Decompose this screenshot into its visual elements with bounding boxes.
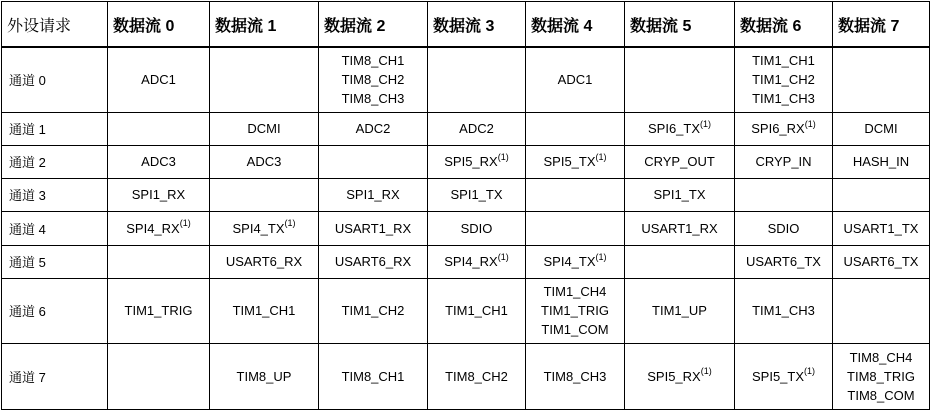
request-entry <box>319 252 427 271</box>
request-name: TIM8_UP <box>236 368 292 384</box>
request-name: TIM8_CH4 <box>849 349 913 365</box>
request-entry <box>319 70 427 89</box>
table-cell-stream-1 <box>210 47 319 112</box>
table-cell-stream-7 <box>833 278 930 343</box>
request-name: SPI5_TX <box>751 368 805 384</box>
request-entry <box>319 185 427 204</box>
request-name: SPI5_RX <box>647 368 701 384</box>
dma-request-mapping-table <box>1 1 930 410</box>
request-name: TIM1_UP <box>652 303 707 318</box>
table-cell-stream-1 <box>210 211 319 245</box>
request-name: TIM1_CH1 <box>752 53 815 69</box>
request-entry <box>319 51 427 70</box>
table-cell-stream-0 <box>108 178 210 211</box>
table-cell-stream-5 <box>625 112 735 145</box>
table-cell-stream-5 <box>625 278 735 343</box>
table-cell-stream-7 <box>833 145 930 178</box>
header-stream-0: 数据流 0 <box>108 2 210 48</box>
request-name: USART6_RX <box>225 254 303 269</box>
request-name: TIM1_CH1 <box>445 303 508 318</box>
footnote-marker: (1) <box>595 151 607 162</box>
table-cell-stream-7 <box>833 211 930 245</box>
header-stream-3: 数据流 3 <box>428 2 526 48</box>
request-name: USART1_RX <box>641 220 718 236</box>
request-entry <box>735 119 832 138</box>
request-name: TIM8_CH3 <box>341 91 405 107</box>
table-cell-stream-2 <box>319 112 428 145</box>
table-cell-stream-5 <box>625 178 735 211</box>
channel-label: 通道 2 <box>2 145 108 178</box>
footnote-marker: (1) <box>804 366 816 377</box>
request-name: SPI4_TX <box>232 220 285 236</box>
table-cell-stream-1 <box>210 245 319 278</box>
table-cell-stream-2 <box>319 278 428 343</box>
request-name: TIM8_TRIG <box>847 368 915 384</box>
request-entry <box>735 301 832 320</box>
request-entry <box>210 219 318 238</box>
request-entry <box>735 219 832 238</box>
table-cell-stream-7 <box>833 112 930 145</box>
request-name: SPI4_TX <box>543 254 596 269</box>
table-cell-stream-1 <box>210 112 319 145</box>
request-name: TIM1_TRIG <box>541 303 609 318</box>
request-name: SPI1_TX <box>653 187 706 202</box>
table-cell-stream-6 <box>735 178 833 211</box>
request-entry <box>108 219 209 238</box>
table-cell-stream-6 <box>735 145 833 178</box>
table-cell-stream-2 <box>319 211 428 245</box>
request-entry <box>735 252 832 271</box>
request-entry <box>319 89 427 108</box>
table-cell-stream-4 <box>526 178 625 211</box>
request-name: TIM1_COM <box>541 322 609 337</box>
request-name: DCMI <box>864 121 898 136</box>
table-cell-stream-0 <box>108 278 210 343</box>
request-entry <box>526 301 624 320</box>
request-name: SPI6_RX <box>751 121 805 136</box>
request-entry <box>210 119 318 138</box>
header-stream-2: 数据流 2 <box>319 2 428 48</box>
request-name: CRYP_IN <box>755 154 812 169</box>
request-entry <box>833 386 929 405</box>
table-cell-stream-6 <box>735 211 833 245</box>
request-entry <box>833 152 929 171</box>
request-name: TIM1_CH2 <box>752 72 815 88</box>
request-entry <box>108 301 209 320</box>
table-cell-stream-3 <box>428 47 526 112</box>
request-name: TIM1_CH2 <box>341 303 405 318</box>
footnote-marker: (1) <box>700 118 712 129</box>
table-cell-stream-0 <box>108 47 210 112</box>
table-cell-stream-5 <box>625 211 735 245</box>
request-name: ADC2 <box>459 121 494 136</box>
table-cell-stream-3 <box>428 343 526 409</box>
request-entry <box>625 119 734 138</box>
table-row <box>2 47 930 112</box>
request-entry <box>625 367 734 386</box>
request-name: ADC1 <box>557 72 593 88</box>
table-cell-stream-4 <box>526 47 625 112</box>
footnote-marker: (1) <box>700 366 712 377</box>
request-entry <box>428 367 525 386</box>
table-cell-stream-2 <box>319 245 428 278</box>
table-cell-stream-2 <box>319 178 428 211</box>
request-name: SPI6_TX <box>647 121 701 136</box>
channel-label: 通道 6 <box>2 278 108 343</box>
request-name: TIM8_CH3 <box>543 368 607 384</box>
request-entry <box>735 152 832 171</box>
request-entry <box>625 219 734 238</box>
table-cell-stream-7 <box>833 245 930 278</box>
request-entry <box>735 367 832 386</box>
table-cell-stream-6 <box>735 47 833 112</box>
request-entry <box>319 219 427 238</box>
table-cell-stream-6 <box>735 112 833 145</box>
request-entry <box>526 152 624 171</box>
request-name: SPI1_TX <box>450 187 503 202</box>
table-cell-stream-5 <box>625 343 735 409</box>
footnote-marker: (1) <box>497 251 509 262</box>
request-name: SPI5_RX <box>444 154 498 169</box>
table-cell-stream-3 <box>428 112 526 145</box>
table-cell-stream-2 <box>319 145 428 178</box>
table-cell-stream-4 <box>526 112 625 145</box>
request-name: DCMI <box>247 121 281 136</box>
table-cell-stream-4 <box>526 278 625 343</box>
table-cell-stream-6 <box>735 278 833 343</box>
request-name: TIM1_CH3 <box>752 91 815 107</box>
request-name: CRYP_OUT <box>644 154 715 169</box>
request-entry <box>833 367 929 386</box>
request-name: USART6_TX <box>843 254 919 269</box>
header-row <box>2 2 930 48</box>
request-entry <box>108 152 209 171</box>
request-entry <box>833 252 929 271</box>
table-cell-stream-6 <box>735 245 833 278</box>
table-cell-stream-0 <box>108 211 210 245</box>
request-entry <box>210 252 318 271</box>
table-cell-stream-7 <box>833 178 930 211</box>
request-name: USART1_TX <box>843 220 919 236</box>
request-name: SPI1_RX <box>346 187 400 202</box>
header-stream-6: 数据流 6 <box>735 2 833 48</box>
request-entry <box>526 70 624 89</box>
table-cell-stream-1 <box>210 178 319 211</box>
header-stream-4: 数据流 4 <box>526 2 625 48</box>
footnote-marker: (1) <box>497 151 509 162</box>
request-entry <box>428 185 525 204</box>
table-body <box>2 47 930 409</box>
request-entry <box>833 119 929 138</box>
request-name: TIM1_CH1 <box>232 303 296 318</box>
request-entry <box>526 252 624 271</box>
request-entry <box>108 185 209 204</box>
request-entry <box>526 320 624 339</box>
request-entry <box>625 185 734 204</box>
request-entry <box>735 89 832 108</box>
footnote-marker: (1) <box>179 218 191 229</box>
request-entry <box>210 152 318 171</box>
table-cell-stream-2 <box>319 47 428 112</box>
header-peripheral-request: 外设请求 <box>2 2 108 48</box>
channel-label: 通道 4 <box>2 211 108 245</box>
table-row <box>2 145 930 178</box>
request-entry <box>625 301 734 320</box>
request-name: SPI4_RX <box>444 254 498 269</box>
request-name: TIM8_COM <box>847 387 915 403</box>
request-entry <box>108 70 209 89</box>
table-row <box>2 211 930 245</box>
request-name: TIM8_CH2 <box>445 368 508 384</box>
request-name: TIM1_TRIG <box>124 303 193 318</box>
request-entry <box>210 367 318 386</box>
footnote-marker: (1) <box>804 118 816 129</box>
request-name: TIM8_CH1 <box>341 368 405 384</box>
request-name: USART6_RX <box>334 254 412 269</box>
request-name: USART1_RX <box>334 220 412 236</box>
channel-label: 通道 5 <box>2 245 108 278</box>
table-cell-stream-4 <box>526 145 625 178</box>
request-name: ADC3 <box>141 154 176 169</box>
footnote-marker: (1) <box>284 218 296 229</box>
footnote-marker: (1) <box>595 251 607 262</box>
table-cell-stream-6 <box>735 343 833 409</box>
request-name: TIM1_CH4 <box>543 284 607 299</box>
header-stream-1: 数据流 1 <box>210 2 319 48</box>
table-cell-stream-4 <box>526 245 625 278</box>
request-entry <box>428 219 525 238</box>
table-cell-stream-3 <box>428 178 526 211</box>
request-entry <box>735 51 832 70</box>
table-cell-stream-1 <box>210 343 319 409</box>
table-cell-stream-3 <box>428 278 526 343</box>
table-cell-stream-0 <box>108 245 210 278</box>
request-entry <box>319 119 427 138</box>
request-name: SDIO <box>460 220 493 236</box>
table-row <box>2 245 930 278</box>
table-cell-stream-3 <box>428 211 526 245</box>
request-name: USART6_TX <box>746 254 821 269</box>
table-cell-stream-5 <box>625 145 735 178</box>
header-stream-7: 数据流 7 <box>833 2 930 48</box>
request-entry <box>735 70 832 89</box>
table-cell-stream-4 <box>526 211 625 245</box>
request-name: TIM8_CH1 <box>341 53 405 69</box>
table-cell-stream-1 <box>210 278 319 343</box>
request-name: ADC2 <box>355 121 391 136</box>
request-name: SPI1_RX <box>131 187 186 202</box>
request-name: ADC3 <box>246 154 282 169</box>
request-entry <box>319 301 427 320</box>
request-name: SPI4_RX <box>126 220 180 236</box>
request-entry <box>428 119 525 138</box>
request-name: SDIO <box>767 220 800 236</box>
table-row <box>2 178 930 211</box>
table-row <box>2 343 930 409</box>
request-entry <box>833 219 929 238</box>
table-cell-stream-5 <box>625 47 735 112</box>
request-entry <box>428 301 525 320</box>
request-entry <box>428 252 525 271</box>
table-cell-stream-3 <box>428 145 526 178</box>
request-name: TIM8_CH2 <box>341 72 405 88</box>
channel-label: 通道 7 <box>2 343 108 409</box>
table-cell-stream-5 <box>625 245 735 278</box>
request-entry <box>210 301 318 320</box>
request-entry <box>526 367 624 386</box>
request-entry <box>428 152 525 171</box>
table-cell-stream-7 <box>833 47 930 112</box>
table-cell-stream-0 <box>108 145 210 178</box>
table-cell-stream-0 <box>108 343 210 409</box>
channel-label: 通道 3 <box>2 178 108 211</box>
request-name: TIM1_CH3 <box>752 303 815 318</box>
header-stream-5: 数据流 5 <box>625 2 735 48</box>
table-cell-stream-1 <box>210 145 319 178</box>
table-cell-stream-0 <box>108 112 210 145</box>
table-cell-stream-2 <box>319 343 428 409</box>
channel-label: 通道 1 <box>2 112 108 145</box>
table-row <box>2 278 930 343</box>
table-cell-stream-3 <box>428 245 526 278</box>
request-entry <box>526 282 624 301</box>
request-name: HASH_IN <box>852 154 910 169</box>
table-cell-stream-7 <box>833 343 930 409</box>
table-cell-stream-4 <box>526 343 625 409</box>
request-entry <box>319 367 427 386</box>
request-entry <box>833 348 929 367</box>
request-name: ADC1 <box>141 72 176 88</box>
table-row <box>2 112 930 145</box>
request-name: SPI5_TX <box>543 154 596 169</box>
request-entry <box>625 152 734 171</box>
channel-label: 通道 0 <box>2 47 108 112</box>
